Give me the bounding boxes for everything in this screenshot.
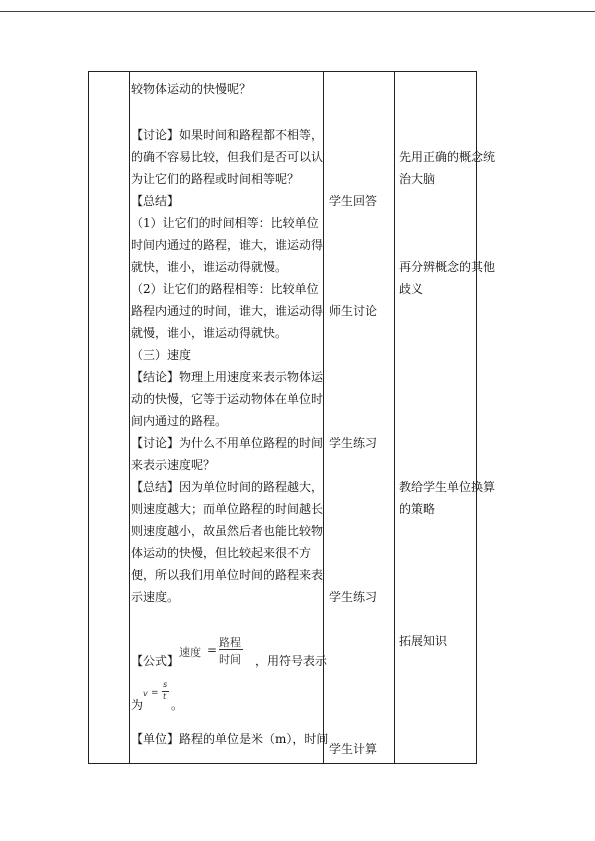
- activity-item: 学生回答: [329, 194, 378, 208]
- content-line: 就快，谁小，谁运动得就慢。: [131, 260, 288, 274]
- content-line: （三）速度: [131, 348, 192, 362]
- symbol-denominator: t: [163, 692, 167, 701]
- content-line: 就慢，谁小，谁运动得就快。: [131, 326, 288, 340]
- content-line: 【总结】因为单位时间的路程越大，: [131, 480, 324, 494]
- content-line: （1）让它们的时间相等：比较单位: [131, 216, 319, 230]
- lesson-table: [88, 71, 496, 764]
- formula-label: 【公式】: [131, 654, 180, 668]
- activity-item: 学生练习: [329, 436, 378, 450]
- formula-denominator: 时间: [219, 653, 241, 666]
- content-line: 动的快慢，它等于运动物体在单位时: [131, 392, 324, 406]
- activity-item: 学生计算: [329, 742, 378, 756]
- formula-lhs: 速度: [179, 646, 201, 659]
- content-line: 为让它们的路程或时间相等呢？: [131, 172, 300, 186]
- content-line: 【总结】: [131, 194, 180, 208]
- content-line: 的确不容易比较，但我们是否可以认: [131, 150, 324, 164]
- content-line: 间内通过的路程。: [131, 414, 228, 428]
- symbol-prefix: 为: [131, 698, 144, 712]
- intent-line: 治大脑: [399, 172, 436, 186]
- activity-item: 师生讨论: [329, 304, 378, 318]
- intent-line: 歧义: [399, 282, 424, 296]
- content-line: 路程内通过的时间，谁大，谁运动得: [131, 304, 324, 318]
- column-divider: [394, 72, 395, 763]
- content-line: 【结论】物理上用速度来表示物体运: [131, 370, 324, 384]
- content-line: 则速度越小，故虽然后者也能比较物: [131, 524, 324, 538]
- formula-suffix: ，用符号表示: [255, 654, 328, 668]
- symbol-v: v: [143, 689, 148, 698]
- intent-line: 的策略: [399, 502, 436, 516]
- content-line: 体运动的快慢，但比较起来很不方: [131, 546, 312, 560]
- content-line: 较物体运动的快慢呢？: [131, 82, 252, 96]
- header-rule: [0, 11, 595, 12]
- intent-line: 拓展知识: [399, 634, 448, 648]
- column-divider: [129, 72, 130, 763]
- content-line: 来表示速度呢？: [131, 458, 216, 472]
- content-line: 则速度越大；而单位路程的时间越长: [131, 502, 324, 516]
- content-line: 便，所以我们用单位时间的路程来表: [131, 568, 324, 582]
- symbol-eq: =: [151, 688, 159, 698]
- content-line: 【讨论】如果时间和路程都不相等，: [131, 128, 324, 142]
- fraction-bar: [219, 649, 243, 650]
- intent-line: 再分辨概念的其他: [399, 260, 496, 274]
- formula-eq: =: [207, 643, 218, 657]
- content-line: 示速度。: [131, 590, 180, 604]
- activity-item: 学生练习: [329, 590, 378, 604]
- symbol-numerator: s: [163, 680, 168, 689]
- content-line: （2）让它们的路程相等：比较单位: [131, 282, 319, 296]
- intent-line: 教给学生单位换算: [399, 480, 496, 494]
- formula-image: [179, 634, 263, 668]
- intent-line: 先用正确的概念统: [399, 150, 496, 164]
- content-line: 时间内通过的路程，谁大，谁运动得: [131, 238, 324, 252]
- formula-numerator: 路程: [219, 636, 241, 649]
- content-line: 【讨论】为什么不用单位路程的时间: [131, 436, 324, 450]
- unit-line: 【单位】路程的单位是米（m），时间: [131, 732, 329, 746]
- symbol-suffix: 。: [171, 698, 184, 712]
